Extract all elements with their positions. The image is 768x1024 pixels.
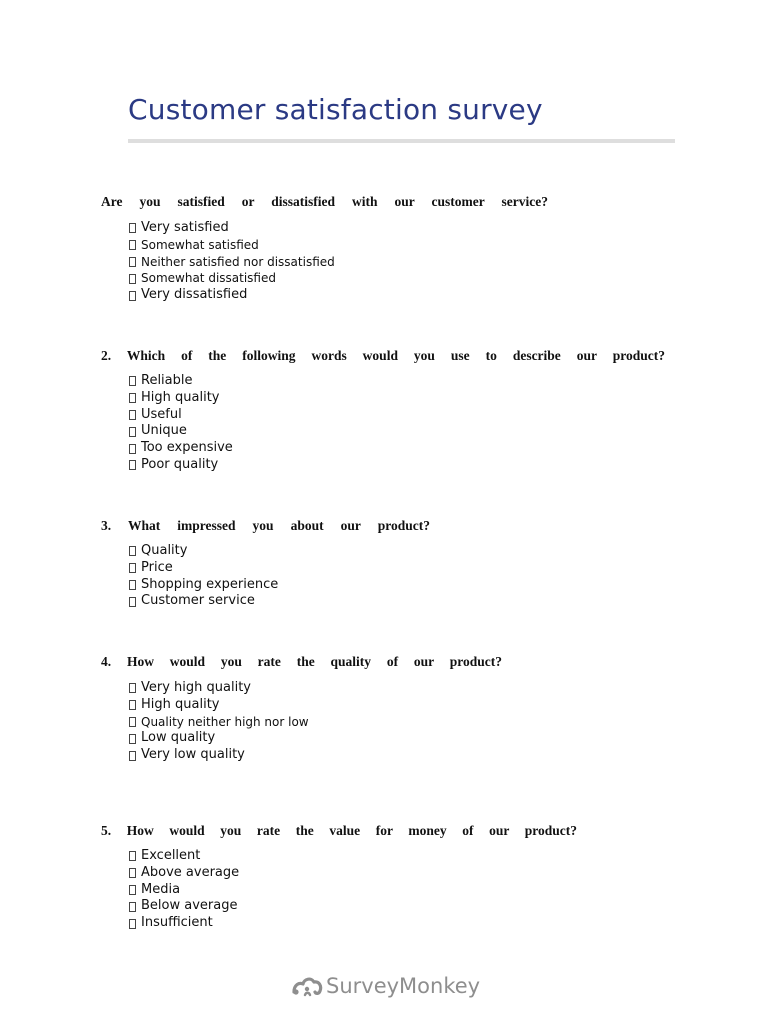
option-label: Excellent	[141, 848, 201, 863]
option-label: Somewhat satisfied	[141, 237, 259, 252]
option-item[interactable]	[129, 747, 530, 764]
option-label: Neither satisfied nor dissatisfied	[141, 254, 335, 269]
option-label: Quality neither high nor low	[141, 714, 309, 729]
option-item[interactable]	[129, 730, 530, 747]
checkbox[interactable]	[129, 444, 136, 454]
option-label: Low quality	[141, 730, 216, 746]
option-label: Very low quality	[141, 747, 245, 763]
option-item[interactable]	[129, 457, 693, 474]
page-title: Customer satisfaction survey	[128, 93, 543, 126]
checkbox[interactable]	[129, 717, 136, 727]
checkbox[interactable]	[129, 240, 136, 250]
option-label: Very high quality	[141, 680, 251, 695]
question-number: 4.	[101, 654, 112, 669]
checkbox[interactable]	[129, 563, 136, 573]
question-3-text	[101, 518, 430, 534]
question-number: 2.	[101, 348, 112, 363]
option-item[interactable]	[129, 423, 693, 440]
title-divider	[128, 139, 675, 143]
option-label: High quality	[141, 389, 220, 405]
option-label: Too expensive	[141, 440, 233, 456]
checkbox[interactable]	[129, 885, 136, 895]
question-4	[101, 654, 502, 764]
checkbox[interactable]	[129, 376, 136, 386]
option-label: Very satisfied	[141, 220, 229, 235]
option-item[interactable]	[129, 697, 530, 714]
option-item[interactable]	[129, 560, 458, 577]
option-item[interactable]	[129, 407, 693, 424]
option-item[interactable]	[129, 593, 458, 610]
option-label: Above average	[141, 864, 240, 880]
option-label: Price	[141, 559, 173, 575]
question-text: How would you rate the value for money of our product?	[126, 823, 577, 838]
surveymonkey-logo-icon	[291, 975, 323, 997]
checkbox[interactable]	[129, 751, 136, 761]
question-5	[101, 823, 577, 932]
option-item[interactable]	[129, 440, 693, 457]
question-number: 3.	[101, 518, 112, 533]
surveymonkey-logo-text: SurveyMonkey	[326, 974, 481, 998]
option-item[interactable]	[129, 714, 530, 731]
question-1	[101, 194, 548, 304]
checkbox[interactable]	[129, 851, 136, 861]
checkbox[interactable]	[129, 410, 136, 420]
question-text: What impressed you about our product?	[127, 518, 430, 533]
option-label: Below average	[141, 898, 238, 914]
question-1-text: Are you satisfied or dissatisfied with our customer service?	[101, 194, 548, 209]
checkbox[interactable]	[129, 291, 136, 301]
checkbox[interactable]	[129, 580, 136, 590]
option-item[interactable]	[129, 390, 693, 407]
question-2-options	[129, 373, 693, 474]
option-label: Unique	[141, 423, 187, 439]
option-label: Somewhat dissatisfied	[141, 271, 276, 286]
option-label: Very dissatisfied	[141, 287, 248, 303]
checkbox[interactable]	[129, 919, 136, 929]
checkbox[interactable]	[129, 868, 136, 878]
option-item[interactable]	[129, 270, 576, 287]
checkbox[interactable]	[129, 734, 136, 744]
checkbox[interactable]	[129, 460, 136, 470]
option-item[interactable]	[129, 915, 605, 932]
option-item[interactable]	[129, 577, 458, 594]
option-label: Media	[141, 881, 181, 897]
option-item[interactable]	[129, 254, 576, 271]
question-5-options	[129, 848, 605, 932]
option-item[interactable]	[129, 680, 530, 697]
question-number: 5.	[101, 823, 112, 838]
question-3	[101, 518, 430, 610]
option-label: Useful	[141, 406, 182, 422]
question-4-options	[129, 680, 530, 764]
question-text: Which of the following words would you use to describe our product?	[126, 348, 665, 363]
option-item[interactable]	[129, 237, 576, 254]
option-item[interactable]	[129, 865, 605, 882]
option-label: Shopping experience	[141, 576, 279, 592]
option-label: High quality	[141, 696, 220, 712]
option-item[interactable]	[129, 848, 605, 865]
question-text: How would you rate the quality of our product?	[126, 654, 503, 669]
option-item[interactable]	[129, 882, 605, 899]
question-3-options	[129, 543, 458, 610]
option-item[interactable]	[129, 287, 576, 304]
checkbox[interactable]	[129, 683, 136, 693]
option-item[interactable]	[129, 373, 693, 390]
option-label: Insufficient	[141, 915, 213, 931]
option-label: Reliable	[141, 373, 193, 388]
surveymonkey-logo	[291, 974, 480, 998]
checkbox[interactable]	[129, 427, 136, 437]
checkbox[interactable]	[129, 393, 136, 403]
option-item[interactable]	[129, 898, 605, 915]
checkbox[interactable]	[129, 546, 136, 556]
checkbox[interactable]	[129, 902, 136, 912]
option-label: Poor quality	[141, 456, 219, 472]
question-2	[101, 348, 665, 474]
checkbox[interactable]	[129, 274, 136, 284]
question-1-options	[129, 220, 576, 304]
question-4-text	[101, 654, 502, 670]
checkbox[interactable]	[129, 223, 136, 233]
option-label: Quality	[141, 543, 188, 558]
question-5-text	[101, 823, 577, 839]
option-item[interactable]	[129, 543, 458, 560]
question-2-text	[101, 348, 665, 364]
option-item[interactable]	[129, 220, 576, 237]
checkbox[interactable]	[129, 700, 136, 710]
checkbox[interactable]	[129, 257, 136, 267]
checkbox[interactable]	[129, 597, 136, 607]
option-label: Customer service	[141, 593, 255, 609]
